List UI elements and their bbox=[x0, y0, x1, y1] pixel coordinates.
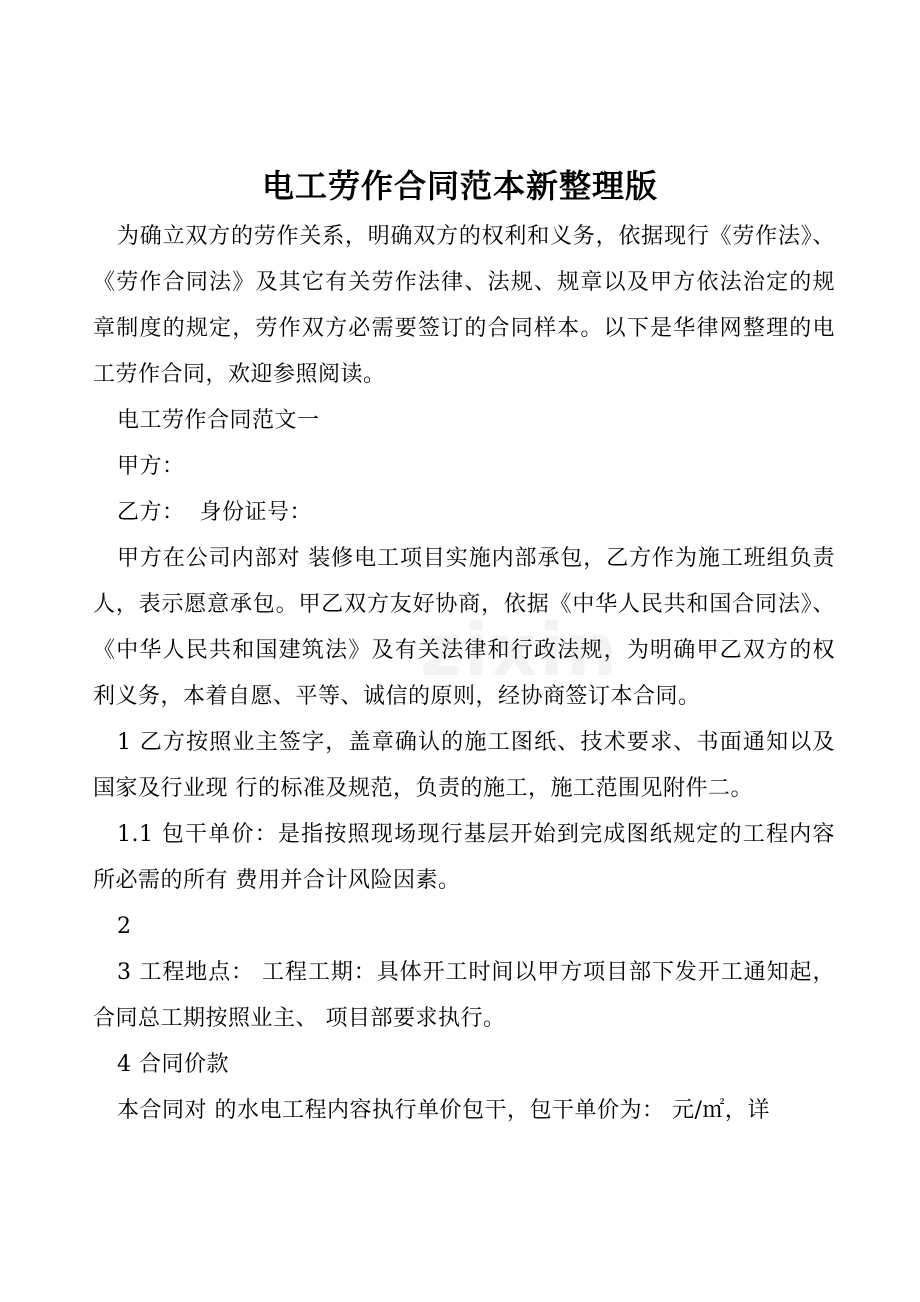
clause-1-paragraph: 1 乙方按照业主签字，盖章确认的施工图纸、技术要求、书面通知以及国家及行业现 行的标准及规范，负责的施工，施工范围见附件二。 bbox=[93, 730, 835, 801]
intro-paragraph: 为确立双方的劳作关系，明确双方的权利和义务，依据现行《劳作法》、《劳作合同法》及其它有关劳作法律、法规、规章以及甲方依法治定的规章制度的规定，劳作双方必需要签订的合同样本。以下是华律网整理的电工劳作合同，欢迎参照阅读。 bbox=[93, 224, 835, 387]
document-body bbox=[93, 214, 835, 1134]
contract-preamble-paragraph: 甲方在公司内部对 装修电工项目实施内部承包，乙方作为施工班组负责人，表示愿意承包。甲乙双方友好协商，依据《中华人民共和国合同法》、《中华人民共和国建筑法》及有关法律和行政法规，为明确甲乙双方的权利义务，本着自愿、平等、诚信的原则，经协商签订本合同。 bbox=[93, 546, 835, 709]
clause-4-heading: 4 合同价款 bbox=[117, 1052, 229, 1077]
document-title: 电工劳作合同范本新整理版 bbox=[261, 167, 658, 205]
party-a-line: 甲方： bbox=[117, 454, 185, 479]
clause-3-paragraph: 3 工程地点： 工程工期：具体开工时间以甲方项目部下发开工通知起，合同总工期按照业主、 项目部要求执行。 bbox=[93, 960, 835, 1031]
contract-sample-heading: 电工劳作合同范文一 bbox=[117, 408, 320, 433]
clause-1-1-paragraph: 1.1 包干单价：是指按照现场现行基层开始到完成图纸规定的工程内容所必需的所有 费用并合计风险因素。 bbox=[93, 822, 835, 893]
watermark: zixin bbox=[420, 608, 619, 692]
clause-2-paragraph: 2 bbox=[117, 914, 132, 939]
party-b-line: 乙方： 身份证号： bbox=[117, 500, 312, 525]
clause-4-paragraph: 本合同对 的水电工程内容执行单价包干，包干单价为： 元/㎡，详 bbox=[117, 1098, 770, 1123]
